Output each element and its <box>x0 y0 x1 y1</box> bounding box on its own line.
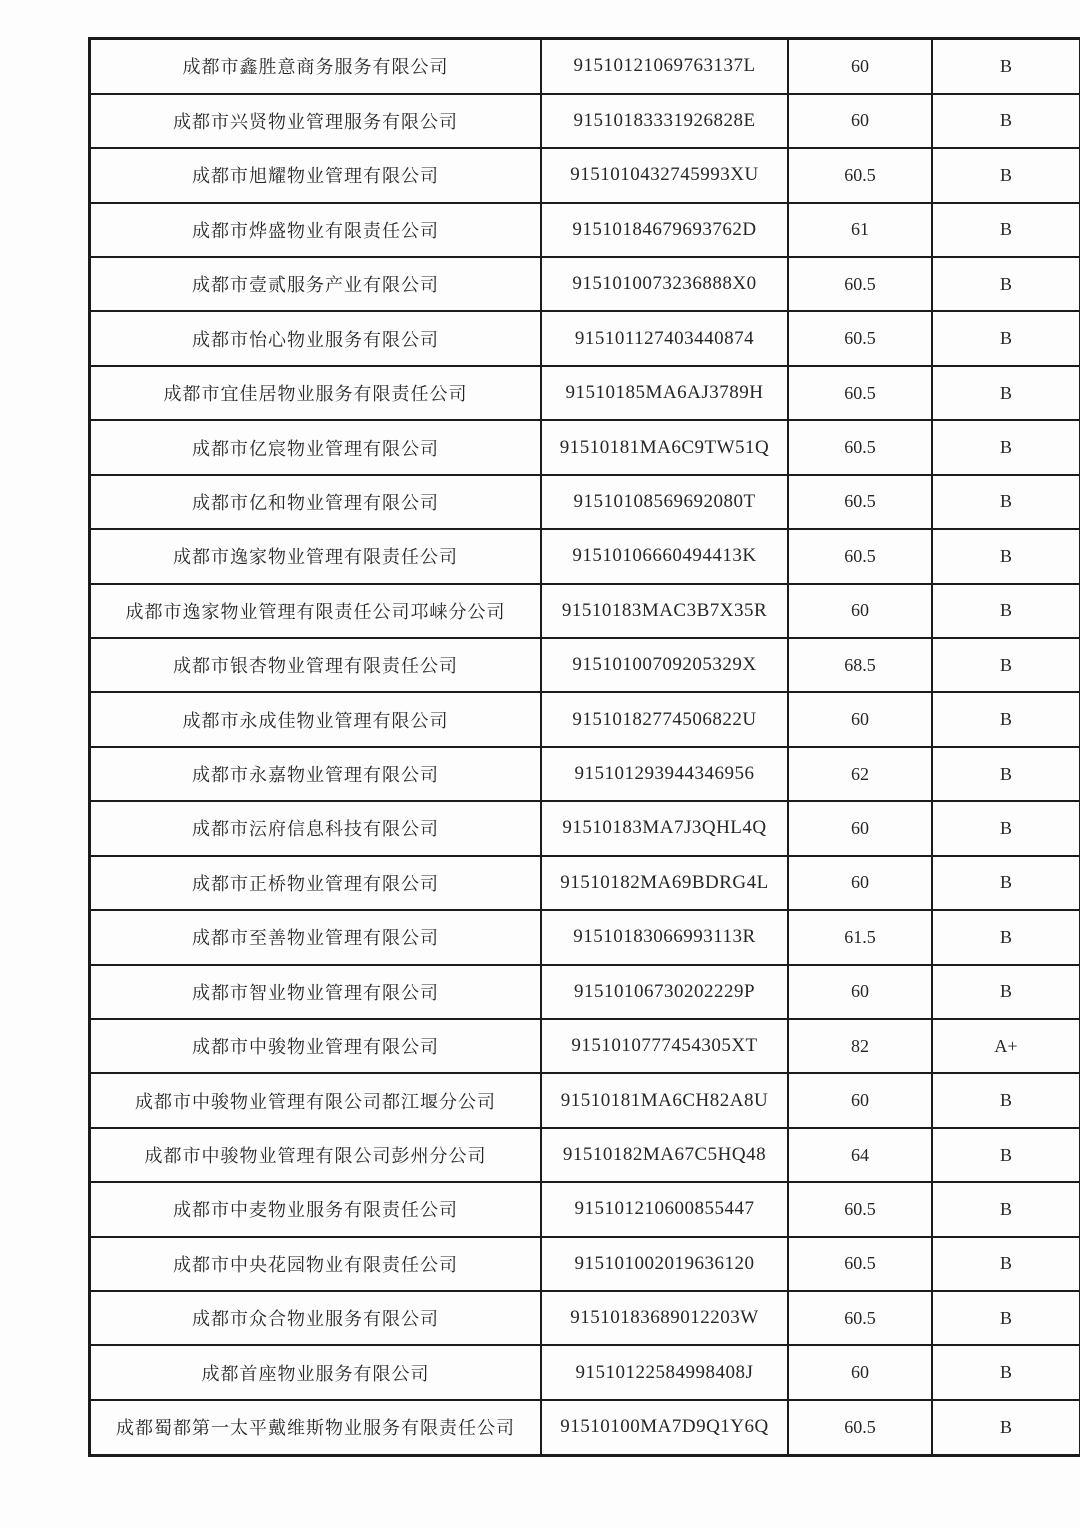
grade-cell: B <box>932 856 1080 910</box>
table-row <box>90 94 1080 148</box>
grade-cell: B <box>932 1237 1080 1291</box>
grade-cell: B <box>932 965 1080 1019</box>
grade-cell: B <box>932 1400 1080 1456</box>
table-row <box>90 148 1080 202</box>
credit-code-cell: 915101293944346956 <box>541 747 788 801</box>
score-cell: 61 <box>788 203 932 257</box>
score-cell: 60 <box>788 692 932 746</box>
company-name-cell: 成都市亿和物业管理有限公司 <box>90 475 542 529</box>
company-rating-table <box>88 37 1080 1457</box>
grade-cell: B <box>932 692 1080 746</box>
credit-code-cell: 91510182774506822U <box>541 692 788 746</box>
grade-cell: B <box>932 366 1080 420</box>
credit-code-cell: 91510182MA69BDRG4L <box>541 856 788 910</box>
company-name-cell: 成都市正桥物业管理有限公司 <box>90 856 542 910</box>
credit-code-cell: 915101002019636120 <box>541 1237 788 1291</box>
table-row <box>90 366 1080 420</box>
company-name-cell: 成都市宜佳居物业服务有限责任公司 <box>90 366 542 420</box>
table-row <box>90 420 1080 474</box>
score-cell: 60 <box>788 584 932 638</box>
score-cell: 60.5 <box>788 529 932 583</box>
score-cell: 62 <box>788 747 932 801</box>
grade-cell: B <box>932 203 1080 257</box>
grade-cell: A+ <box>932 1019 1080 1073</box>
credit-code-cell: 9151010777454305XT <box>541 1019 788 1073</box>
company-name-cell: 成都市众合物业服务有限公司 <box>90 1291 542 1345</box>
company-name-cell: 成都市逸家物业管理有限责任公司 <box>90 529 542 583</box>
credit-code-cell: 91510106730202229P <box>541 965 788 1019</box>
grade-cell: B <box>932 1073 1080 1127</box>
company-name-cell: 成都市烨盛物业有限责任公司 <box>90 203 542 257</box>
score-cell: 60 <box>788 39 932 94</box>
table-row <box>90 747 1080 801</box>
table-row <box>90 1237 1080 1291</box>
grade-cell: B <box>932 1182 1080 1236</box>
score-cell: 60 <box>788 1073 932 1127</box>
table-row <box>90 584 1080 638</box>
credit-code-cell: 9151010073236888X0 <box>541 257 788 311</box>
company-name-cell: 成都市至善物业管理有限公司 <box>90 910 542 964</box>
credit-code-cell: 9151010432745993XU <box>541 148 788 202</box>
score-cell: 60.5 <box>788 1400 932 1456</box>
table-row <box>90 257 1080 311</box>
credit-code-cell: 91510182MA67C5HQ48 <box>541 1128 788 1182</box>
credit-code-cell: 91510183066993113R <box>541 910 788 964</box>
credit-code-cell: 91510183MAC3B7X35R <box>541 584 788 638</box>
grade-cell: B <box>932 638 1080 692</box>
score-cell: 60.5 <box>788 366 932 420</box>
credit-code-cell: 91510121069763137L <box>541 39 788 94</box>
company-name-cell: 成都市永嘉物业管理有限公司 <box>90 747 542 801</box>
company-rating-table-body <box>90 39 1080 1456</box>
grade-cell: B <box>932 801 1080 855</box>
credit-code-cell: 915101127403440874 <box>541 311 788 365</box>
table-row <box>90 910 1080 964</box>
company-name-cell: 成都市智业物业管理有限公司 <box>90 965 542 1019</box>
table-row <box>90 1345 1080 1399</box>
company-name-cell: 成都市永成佳物业管理有限公司 <box>90 692 542 746</box>
credit-code-cell: 91510185MA6AJ3789H <box>541 366 788 420</box>
table-row <box>90 856 1080 910</box>
table-row <box>90 39 1080 94</box>
company-name-cell: 成都首座物业服务有限公司 <box>90 1345 542 1399</box>
grade-cell: B <box>932 529 1080 583</box>
score-cell: 60.5 <box>788 1237 932 1291</box>
table-row <box>90 965 1080 1019</box>
grade-cell: B <box>932 420 1080 474</box>
table-row <box>90 1400 1080 1456</box>
credit-code-cell: 91510122584998408J <box>541 1345 788 1399</box>
grade-cell: B <box>932 257 1080 311</box>
table-row <box>90 529 1080 583</box>
company-name-cell: 成都市中骏物业管理有限公司彭州分公司 <box>90 1128 542 1182</box>
company-name-cell: 成都市银杏物业管理有限责任公司 <box>90 638 542 692</box>
company-name-cell: 成都市怡心物业服务有限公司 <box>90 311 542 365</box>
company-name-cell: 成都市中骏物业管理有限公司都江堰分公司 <box>90 1073 542 1127</box>
table-row <box>90 311 1080 365</box>
company-name-cell: 成都市亿宸物业管理有限公司 <box>90 420 542 474</box>
grade-cell: B <box>932 1291 1080 1345</box>
grade-cell: B <box>932 148 1080 202</box>
credit-code-cell: 91510100709205329X <box>541 638 788 692</box>
company-name-cell: 成都市中央花园物业有限责任公司 <box>90 1237 542 1291</box>
score-cell: 60.5 <box>788 257 932 311</box>
grade-cell: B <box>932 1345 1080 1399</box>
credit-code-cell: 91510100MA7D9Q1Y6Q <box>541 1400 788 1456</box>
score-cell: 60.5 <box>788 475 932 529</box>
grade-cell: B <box>932 584 1080 638</box>
grade-cell: B <box>932 94 1080 148</box>
score-cell: 60.5 <box>788 311 932 365</box>
credit-code-cell: 91510108569692080T <box>541 475 788 529</box>
score-cell: 68.5 <box>788 638 932 692</box>
score-cell: 60.5 <box>788 148 932 202</box>
score-cell: 60.5 <box>788 1291 932 1345</box>
table-row <box>90 203 1080 257</box>
credit-code-cell: 91510181MA6C9TW51Q <box>541 420 788 474</box>
table-row <box>90 801 1080 855</box>
score-cell: 82 <box>788 1019 932 1073</box>
score-cell: 61.5 <box>788 910 932 964</box>
credit-code-cell: 91510181MA6CH82A8U <box>541 1073 788 1127</box>
grade-cell: B <box>932 39 1080 94</box>
credit-code-cell: 915101210600855447 <box>541 1182 788 1236</box>
grade-cell: B <box>932 475 1080 529</box>
score-cell: 60 <box>788 965 932 1019</box>
table-row <box>90 1019 1080 1073</box>
credit-code-cell: 91510183689012203W <box>541 1291 788 1345</box>
grade-cell: B <box>932 1128 1080 1182</box>
table-row <box>90 692 1080 746</box>
grade-cell: B <box>932 747 1080 801</box>
company-name-cell: 成都市中骏物业管理有限公司 <box>90 1019 542 1073</box>
company-name-cell: 成都市鑫胜意商务服务有限公司 <box>90 39 542 94</box>
score-cell: 60 <box>788 94 932 148</box>
score-cell: 60.5 <box>788 420 932 474</box>
grade-cell: B <box>932 910 1080 964</box>
table-row <box>90 1291 1080 1345</box>
company-name-cell: 成都市中麦物业服务有限责任公司 <box>90 1182 542 1236</box>
score-cell: 60.5 <box>788 1182 932 1236</box>
score-cell: 60 <box>788 1345 932 1399</box>
company-name-cell: 成都市兴贤物业管理服务有限公司 <box>90 94 542 148</box>
table-row <box>90 1128 1080 1182</box>
company-name-cell: 成都蜀都第一太平戴维斯物业服务有限责任公司 <box>90 1400 542 1456</box>
credit-code-cell: 91510106660494413K <box>541 529 788 583</box>
score-cell: 60 <box>788 801 932 855</box>
company-name-cell: 成都市旭耀物业管理有限公司 <box>90 148 542 202</box>
table-row <box>90 1182 1080 1236</box>
table-row <box>90 638 1080 692</box>
grade-cell: B <box>932 311 1080 365</box>
credit-code-cell: 91510183331926828E <box>541 94 788 148</box>
score-cell: 60 <box>788 856 932 910</box>
company-name-cell: 成都市沄府信息科技有限公司 <box>90 801 542 855</box>
table-row <box>90 1073 1080 1127</box>
score-cell: 64 <box>788 1128 932 1182</box>
company-name-cell: 成都市逸家物业管理有限责任公司邛崃分公司 <box>90 584 542 638</box>
credit-code-cell: 91510184679693762D <box>541 203 788 257</box>
credit-code-cell: 91510183MA7J3QHL4Q <box>541 801 788 855</box>
company-name-cell: 成都市壹贰服务产业有限公司 <box>90 257 542 311</box>
table-row <box>90 475 1080 529</box>
